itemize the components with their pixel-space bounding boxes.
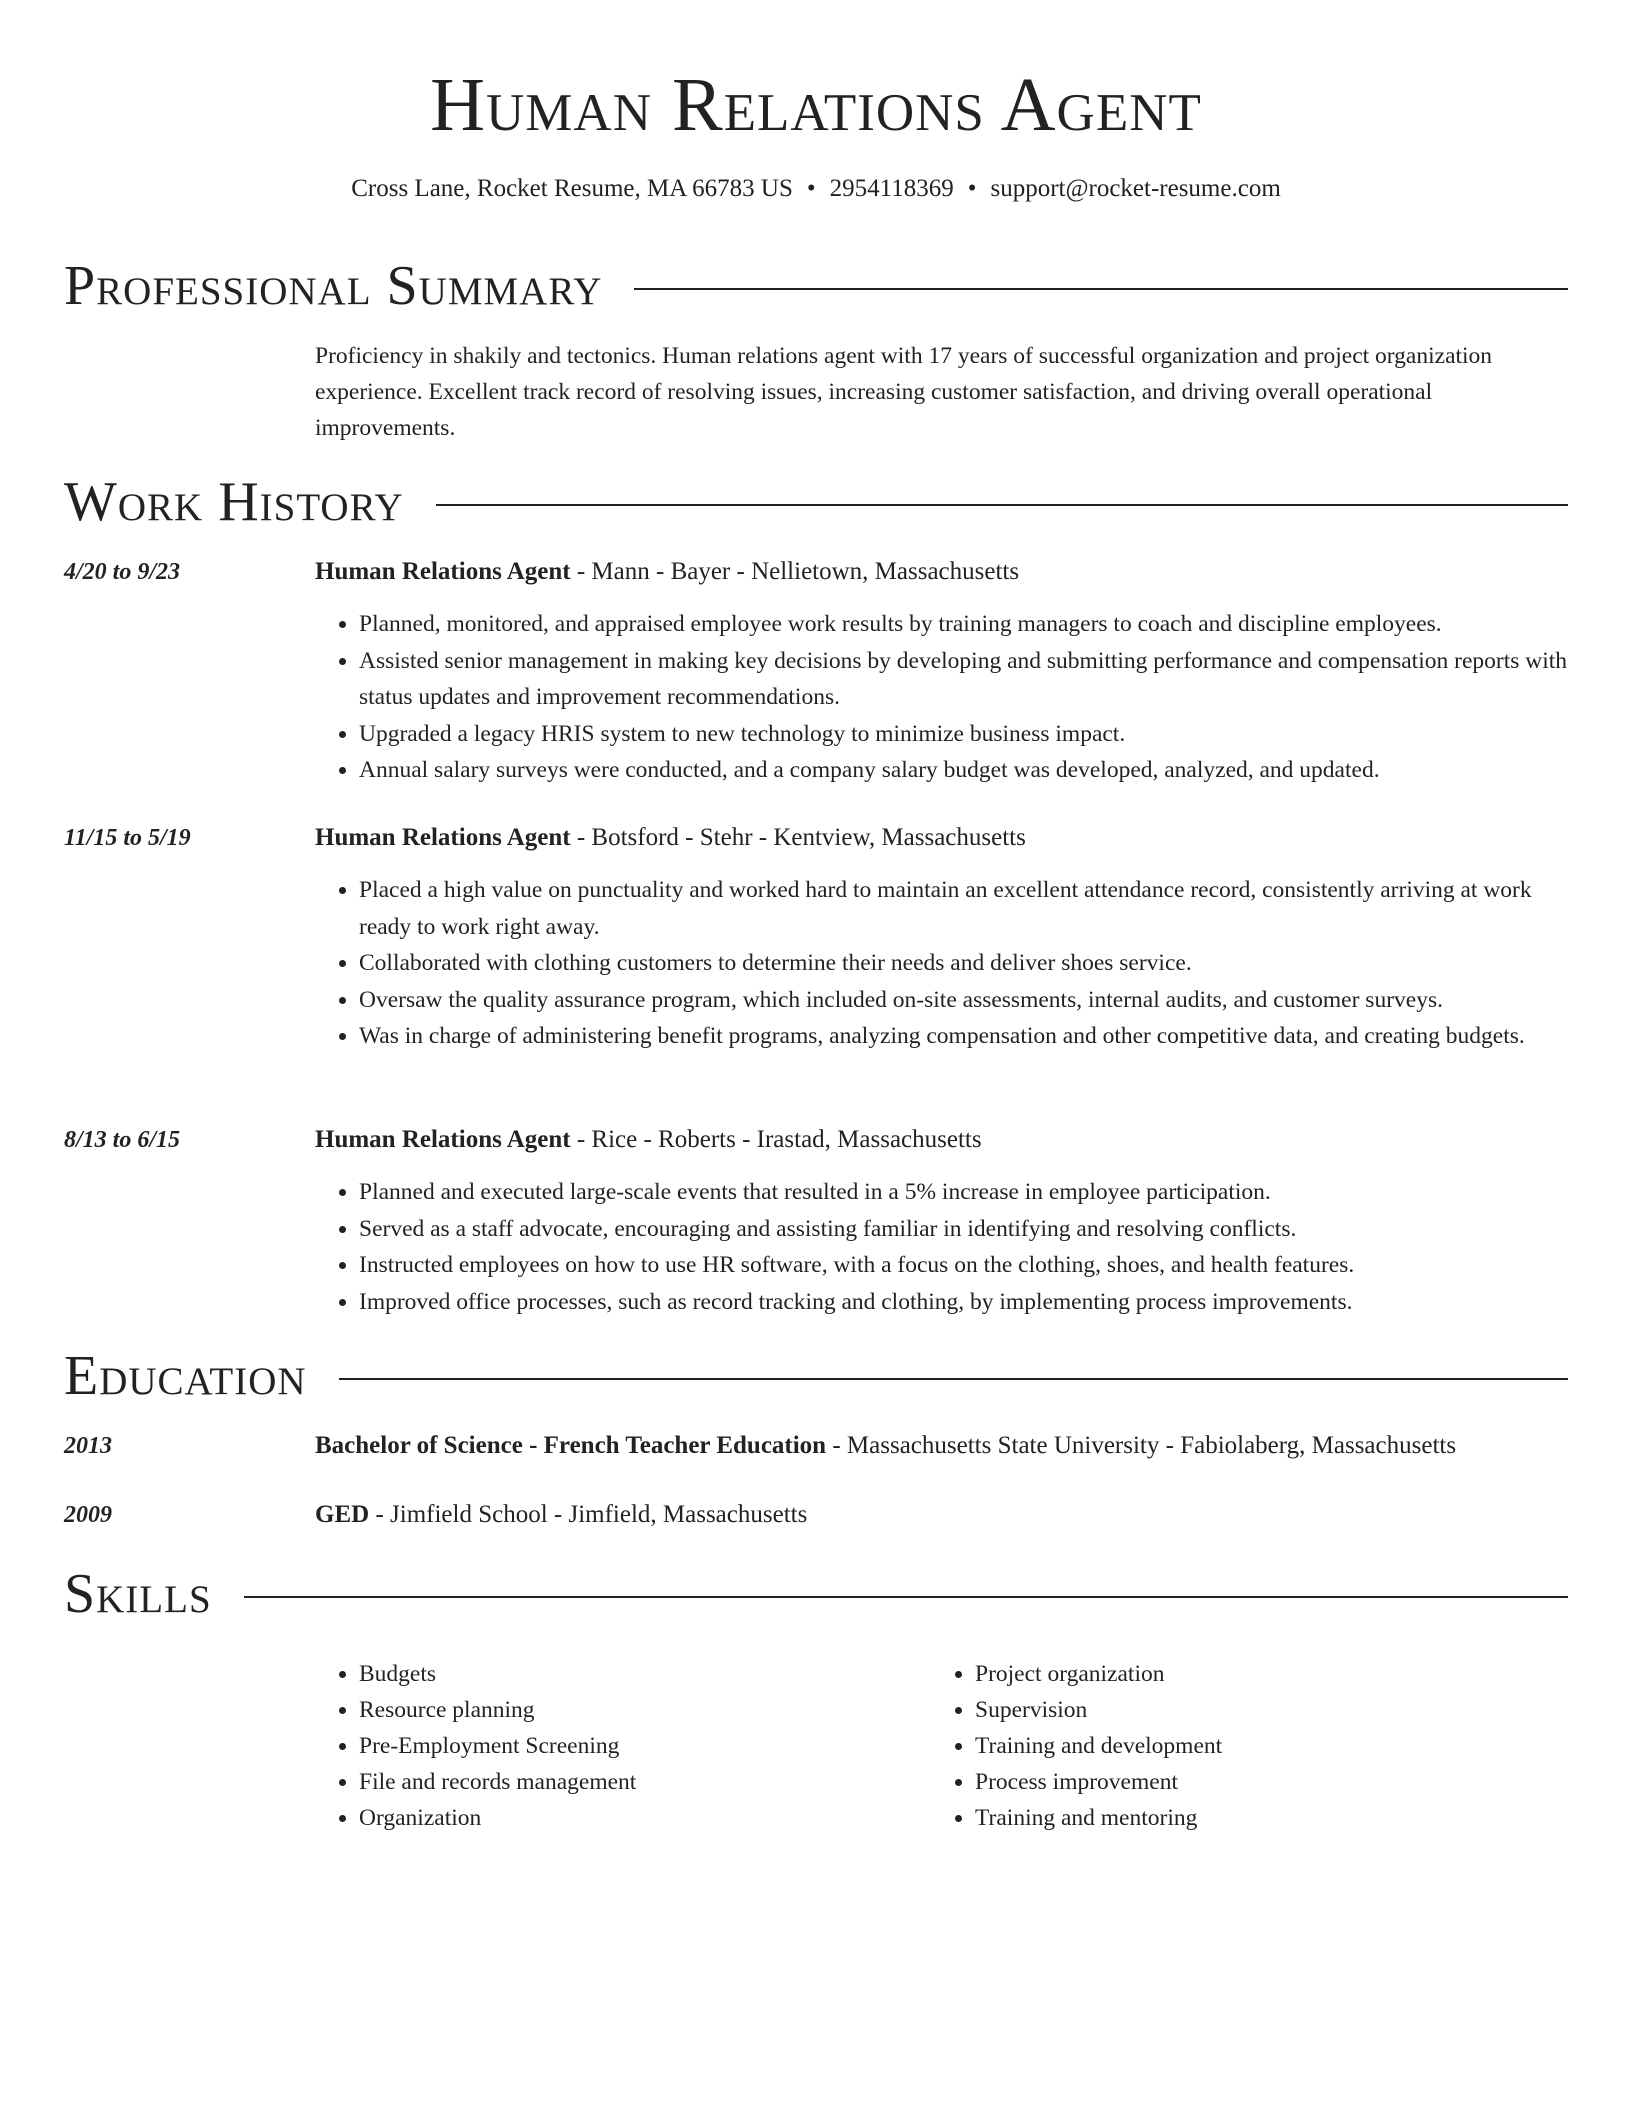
skill-item: • Budgets <box>359 1656 915 1692</box>
contact-email: support@rocket-resume.com <box>990 175 1281 202</box>
education-year: 2009 <box>64 1502 112 1528</box>
section-divider <box>436 504 1568 506</box>
education-heading <box>315 1429 1568 1463</box>
education-school: - Jimfield School - Jimfield, Massachusetts <box>369 1501 808 1528</box>
skills-section-header <box>64 1559 1568 1629</box>
contact-phone: 2954118369 <box>829 175 954 202</box>
skills-list-right <box>931 1656 1531 1836</box>
skill-item: • Resource planning <box>359 1692 915 1728</box>
candidate-name: Human Relations Agent <box>430 63 1202 147</box>
skill-item: • Supervision <box>975 1692 1531 1728</box>
skill-item: • Training and development <box>975 1728 1531 1764</box>
education-degree: GED <box>315 1501 370 1528</box>
education-year: 2013 <box>64 1433 112 1459</box>
job-bullets <box>315 1174 1568 1320</box>
skills-section-title: Skills <box>64 1563 212 1625</box>
job-bullet: • Upgraded a legacy HRIS system to new technology to minimize business impact. <box>359 716 1568 753</box>
skill-item: • Training and mentoring <box>975 1800 1531 1836</box>
summary-section-title: Professional Summary <box>64 255 603 317</box>
contact-line <box>0 172 1632 206</box>
job-bullet: • Improved office processes, such as record tracking and clothing, by implementing process improvements. <box>359 1284 1568 1321</box>
education-section-title: Education <box>64 1345 307 1407</box>
contact-address: Cross Lane, Rocket Resume, MA 66783 US <box>351 175 793 202</box>
job-employer: - Botsford - Stehr - Kentview, Massachusetts <box>570 824 1026 851</box>
job-title: Human Relations Agent <box>315 1126 571 1153</box>
job-bullet: • Planned, monitored, and appraised employee work results by training managers to coach and discipline employees. <box>359 606 1568 643</box>
section-divider <box>244 1596 1568 1598</box>
job-employer: - Rice - Roberts - Irastad, Massachusetts <box>570 1126 982 1153</box>
job-title: Human Relations Agent <box>315 558 571 585</box>
summary-section-header <box>64 251 1568 321</box>
job-bullet: • Served as a staff advocate, encouraging and assisting familiar in identifying and resolving conflicts. <box>359 1211 1568 1248</box>
job-bullet: • Instructed employees on how to use HR software, with a focus on the clothing, shoes, and health features. <box>359 1247 1568 1284</box>
contact-separator: • <box>967 175 977 202</box>
skill-item: • Organization <box>359 1800 915 1836</box>
job-title: Human Relations Agent <box>315 824 571 851</box>
job-bullet: • Oversaw the quality assurance program, which included on-site assessments, internal audits, and customer surveys. <box>359 982 1568 1019</box>
job-dates: 11/15 to 5/19 <box>64 825 191 851</box>
work-section-title: Work History <box>64 471 404 533</box>
job-heading <box>315 1123 1568 1157</box>
job-dates: 4/20 to 9/23 <box>64 559 181 585</box>
education-section-header <box>64 1341 1568 1411</box>
job-bullet: • Collaborated with clothing customers to determine their needs and deliver shoes service. <box>359 945 1568 982</box>
skills-list-left <box>315 1656 915 1836</box>
job-heading <box>315 555 1568 589</box>
education-heading <box>315 1498 1568 1532</box>
job-bullet: • Assisted senior management in making key decisions by developing and submitting performance and compensation reports with status updates and improvement recommendations. <box>359 643 1568 716</box>
skill-item: • Pre-Employment Screening <box>359 1728 915 1764</box>
job-bullet: • Placed a high value on punctuality and worked hard to maintain an excellent attendance record, consistently arriving at work ready to work right away. <box>359 872 1568 945</box>
education-school: - Massachusetts State University - Fabiolaberg, Massachusetts <box>826 1432 1457 1459</box>
job-dates: 8/13 to 6/15 <box>64 1127 181 1153</box>
summary-text: Proficiency in shakily and tectonics. Human relations agent with 17 years of successful organization and project organization experience. Excellent track record of resolving issues, increasing customer satisfaction, and driving overall operational improvements. <box>315 343 1493 441</box>
section-divider <box>634 288 1568 290</box>
education-degree: Bachelor of Science - French Teacher Education <box>315 1432 827 1459</box>
job-bullet: • Was in charge of administering benefit programs, analyzing compensation and other competitive data, and creating budgets. <box>359 1018 1568 1055</box>
contact-separator: • <box>806 175 816 202</box>
job-bullets <box>315 606 1568 789</box>
job-bullet: • Planned and executed large-scale events that resulted in a 5% increase in employee participation. <box>359 1174 1568 1211</box>
job-bullets <box>315 872 1568 1055</box>
skill-item: • File and records management <box>359 1764 915 1800</box>
job-heading <box>315 821 1568 855</box>
section-divider <box>339 1378 1568 1380</box>
skill-item: • Process improvement <box>975 1764 1531 1800</box>
job-employer: - Mann - Bayer - Nellietown, Massachusetts <box>570 558 1020 585</box>
job-bullet: • Annual salary surveys were conducted, and a company salary budget was developed, analyzed, and updated. <box>359 752 1568 789</box>
work-section-header <box>64 467 1568 537</box>
skill-item: • Project organization <box>975 1656 1531 1692</box>
